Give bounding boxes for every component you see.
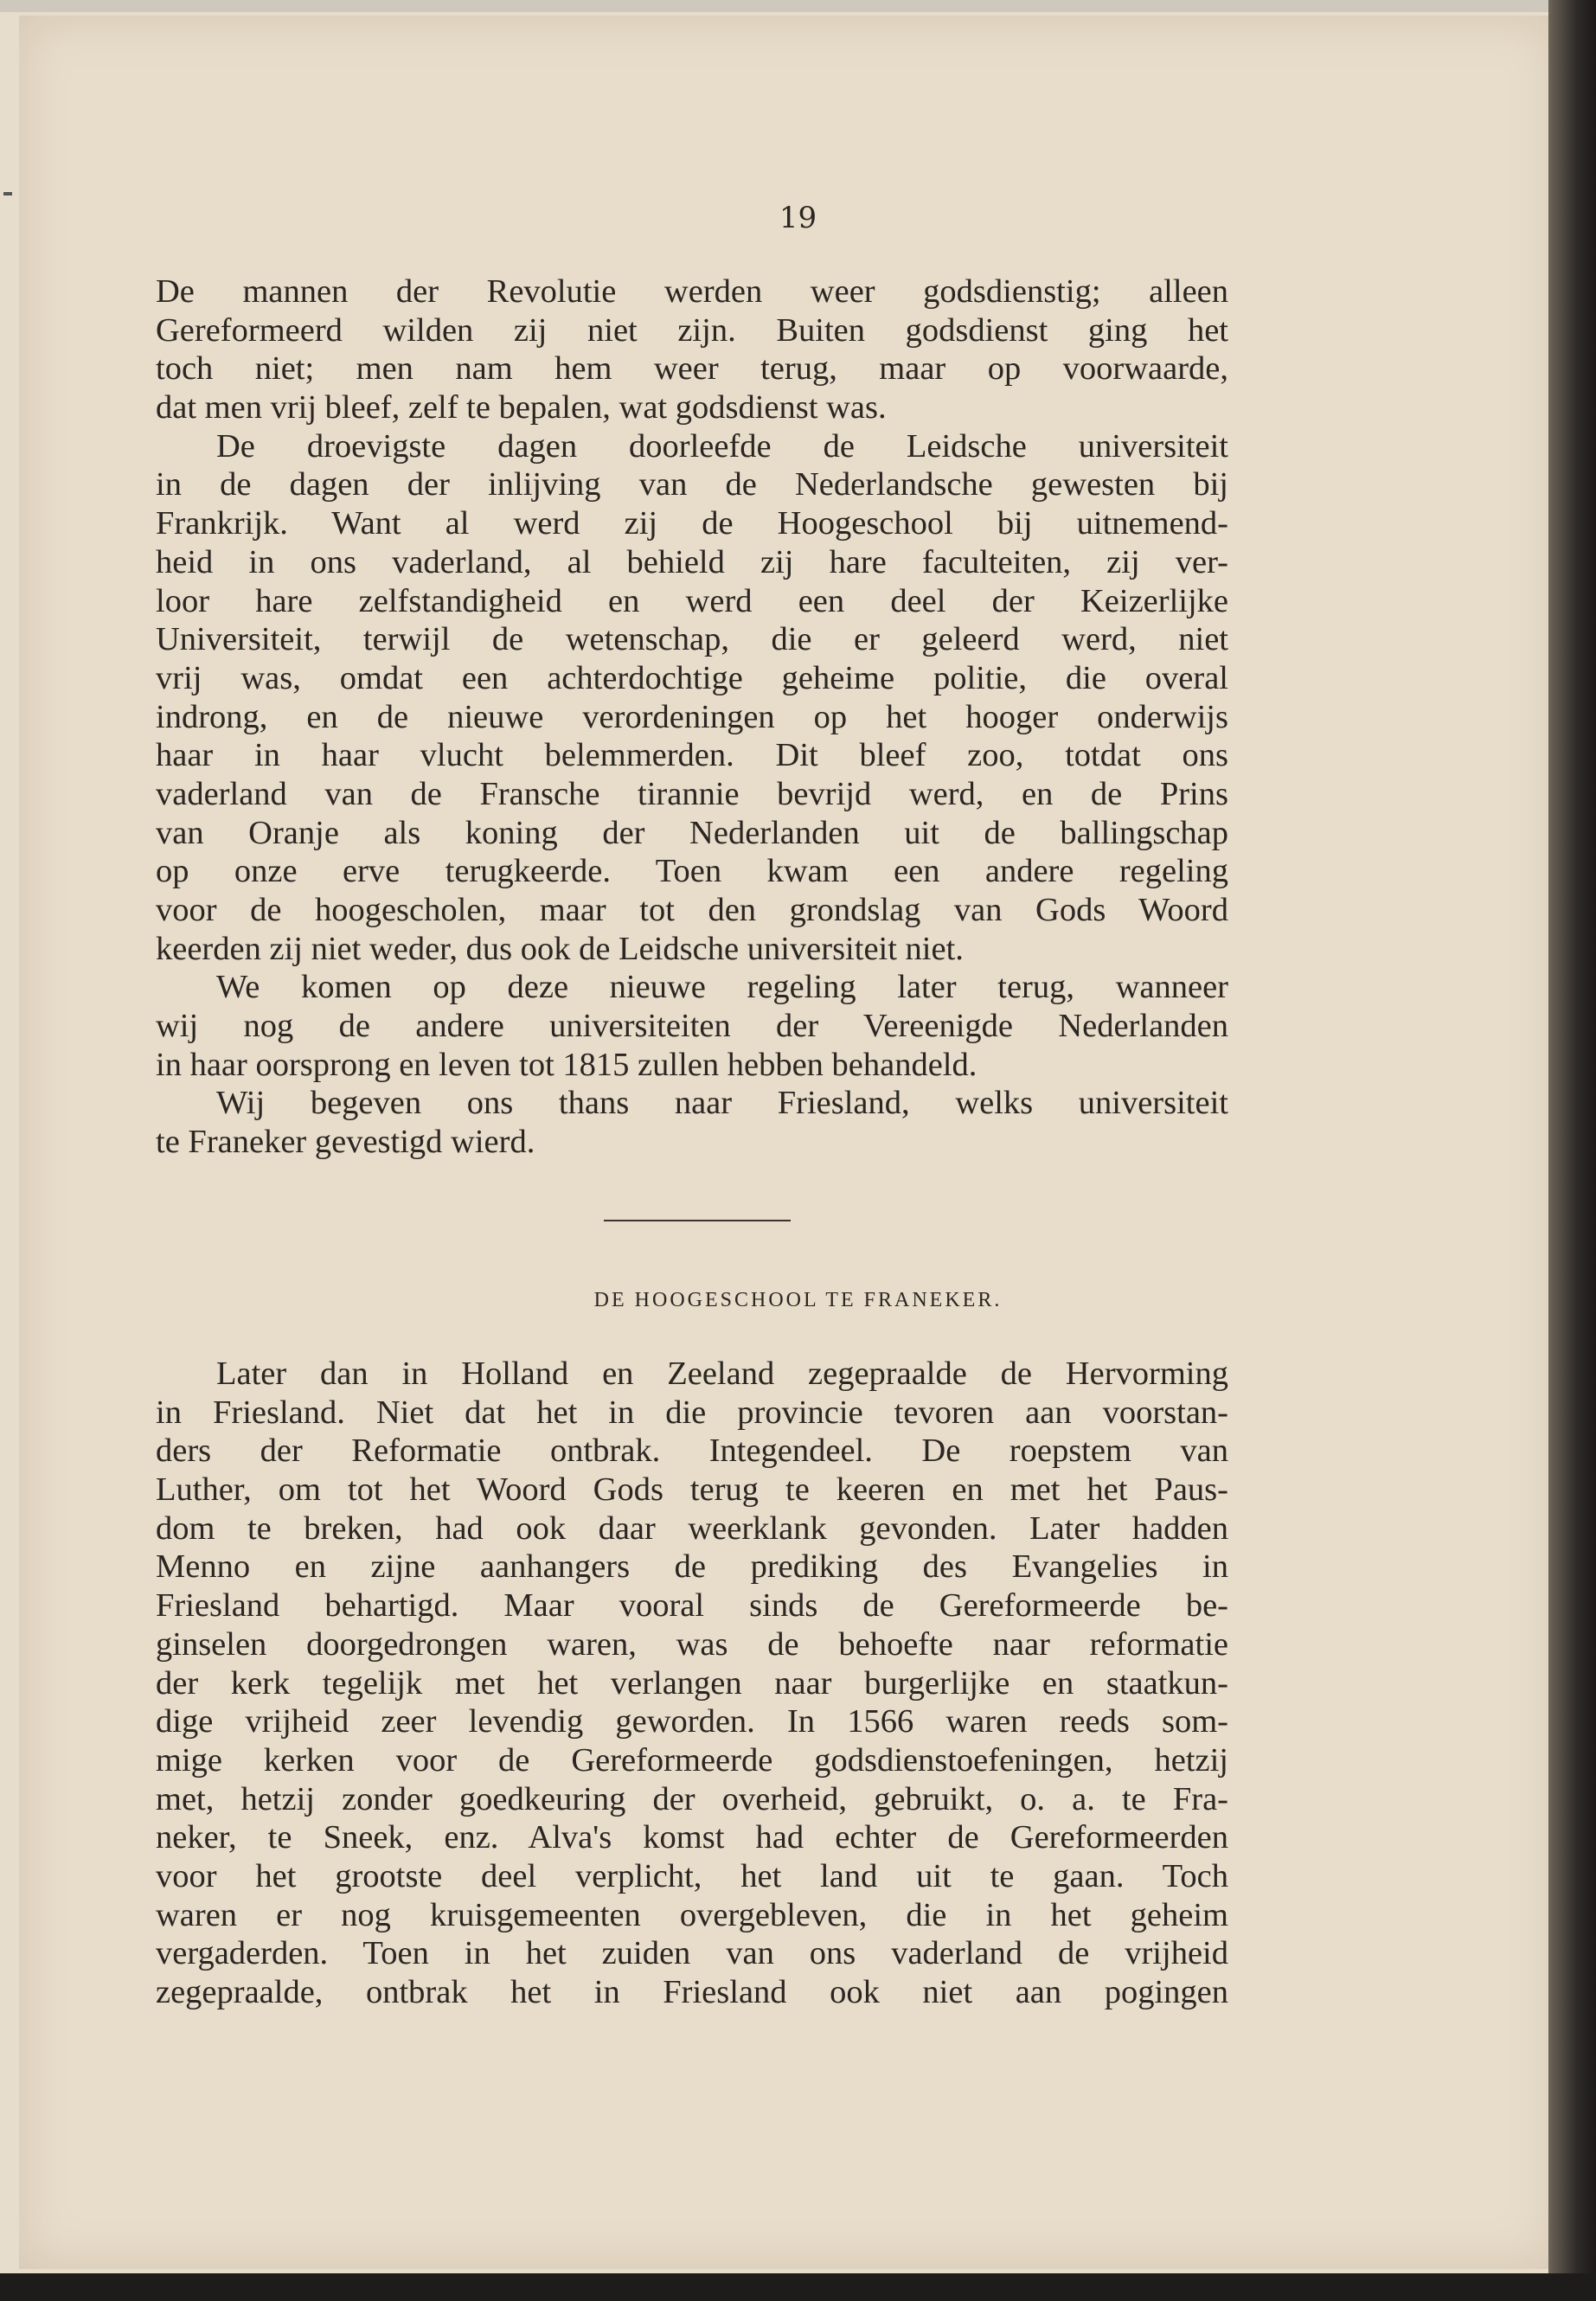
text-line: waren er nog kruisgemeenten overgebleven, die in het geheim bbox=[156, 1896, 1228, 1933]
text-line: te Franeker gevestigd wierd. bbox=[156, 1124, 535, 1161]
text-line: haar in haar vlucht belemmerden. Dit bleef zoo, totdat ons bbox=[156, 737, 1228, 774]
text-line: voor het grootste deel verplicht, het land uit te gaan. Toch bbox=[156, 1857, 1228, 1894]
text-line: ders der Reformatie ontbrak. Integendeel. De roepstem van bbox=[156, 1433, 1228, 1470]
text-line: met, hetzij zonder goedkeuring der overheid, gebruikt, o. a. te Fra- bbox=[156, 1780, 1228, 1817]
text-line: dom te breken, had ook daar weerklank gevonden. Later hadden bbox=[156, 1509, 1228, 1547]
text-line: dat men vrij bleef, zelf te bepalen, wat godsdienst was. bbox=[156, 389, 887, 426]
page-number: 19 bbox=[779, 201, 817, 235]
text-line: zegepraalde, ontbrak het in Friesland ook niet aan pogingen bbox=[156, 1974, 1228, 2010]
section-heading: DE HOOGESCHOOL TE FRANEKER. bbox=[593, 1289, 1003, 1311]
text-line: We komen op deze nieuwe regeling later terug, wanneer bbox=[216, 969, 1228, 1006]
body-text-block-2 bbox=[156, 1355, 1228, 2012]
text-line: in haar oorsprong en leven tot 1815 zullen hebben behandeld. bbox=[156, 1046, 977, 1083]
text-line: van Oranje als koning der Nederlanden uit de ballingschap bbox=[156, 814, 1228, 851]
text-line: Luther, om tot het Woord Gods terug te keeren en met het Paus- bbox=[156, 1471, 1228, 1509]
text-line: in Friesland. Niet dat het in die provincie tevoren aan voorstan- bbox=[156, 1394, 1228, 1431]
text-line: Gereformeerd wilden zij niet zijn. Buiten godsdienst ging het bbox=[156, 311, 1228, 349]
text-line: op onze erve terugkeerde. Toen kwam een andere regeling bbox=[156, 853, 1228, 890]
text-line: De mannen der Revolutie werden weer godsdienstig; alleen bbox=[156, 273, 1228, 310]
text-line: voor de hoogescholen, maar tot den grondslag van Gods Woord bbox=[156, 892, 1228, 928]
text-line: Later dan in Holland en Zeeland zegepraalde de Hervorming bbox=[216, 1356, 1228, 1392]
text-line: Friesland behartigd. Maar vooral sinds de Gereformeerde be- bbox=[156, 1587, 1228, 1625]
text-line: indrong, en de nieuwe verordeningen op het hooger onderwijs bbox=[156, 698, 1228, 735]
scan-bottom-edge bbox=[0, 2273, 1596, 2301]
text-line: Wij begeven ons thans naar Friesland, welks universiteit bbox=[216, 1085, 1228, 1122]
text-line: Menno en zijne aanhangers de prediking des Evangelies in bbox=[156, 1548, 1228, 1586]
text-line: vrij was, omdat een achterdochtige geheime politie, die overal bbox=[156, 659, 1228, 696]
text-line: vergaderden. Toen in het zuiden van ons vaderland de vrijheid bbox=[156, 1935, 1228, 1972]
text-line: dige vrijheid zeer levendig geworden. In 1566 waren reeds som- bbox=[156, 1703, 1228, 1740]
text-line: Frankrijk. Want al werd zij de Hoogeschool bij uitnemend- bbox=[156, 505, 1228, 542]
text-line: der kerk tegelijk met het verlangen naar burgerlijke en staatkun- bbox=[156, 1664, 1228, 1702]
text-line: ginselen doorgedrongen waren, was de behoefte naar reformatie bbox=[156, 1625, 1228, 1663]
text-line: neker, te Sneek, enz. Alva's komst had echter de Gereformeerden bbox=[156, 1819, 1228, 1856]
section-divider-rule bbox=[604, 1220, 791, 1221]
text-line: Universiteit, terwijl de wetenschap, die er geleerd werd, niet bbox=[156, 621, 1228, 658]
text-line: loor hare zelfstandigheid en werd een deel der Keizerlijke bbox=[156, 582, 1228, 619]
text-line: vaderland van de Fransche tirannie bevrijd werd, en de Prins bbox=[156, 775, 1228, 812]
book-binding-edge bbox=[1548, 0, 1596, 2301]
margin-mark bbox=[3, 192, 12, 195]
scan-top-edge bbox=[0, 0, 1596, 12]
text-line: De droevigste dagen doorleefde de Leidsche universiteit bbox=[216, 427, 1228, 465]
text-line: in de dagen der inlijving van de Nederlandsche gewesten bij bbox=[156, 466, 1228, 503]
text-line: mige kerken voor de Gereformeerde godsdienstoefeningen, hetzij bbox=[156, 1741, 1228, 1779]
body-text-block-1 bbox=[156, 272, 1228, 1162]
text-line: wij nog de andere universiteiten der Vereenigde Nederlanden bbox=[156, 1008, 1228, 1045]
text-line: heid in ons vaderland, al behield zij hare faculteiten, zij ver- bbox=[156, 543, 1228, 580]
text-line: toch niet; men nam hem weer terug, maar op voorwaarde, bbox=[156, 350, 1228, 388]
text-line: keerden zij niet weder, dus ook de Leidsche universiteit niet. bbox=[156, 930, 964, 967]
